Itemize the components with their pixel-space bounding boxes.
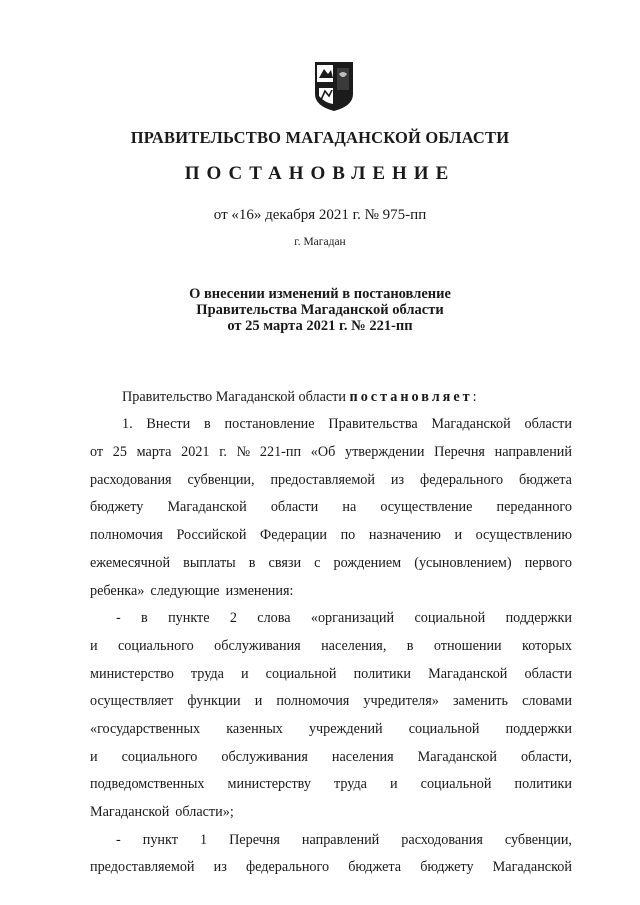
body-word: социальной [408,720,480,737]
intro-resolves-word: постановляет [349,388,473,405]
body-word: области, [520,748,572,765]
body-word: «Об [310,444,336,461]
body-word: бюджета [348,859,402,876]
body-word: Магаданской [431,416,511,433]
body-word: субвенции, [504,831,572,848]
body-text-line [90,406,572,434]
body-word: населения [331,748,394,765]
body-word: министерству [227,776,311,793]
body-word: с [314,554,321,571]
body-word: Магаданской [417,748,497,765]
body-word: Магаданской [428,665,508,682]
body-word: от [90,444,104,461]
body-word: из [213,859,227,876]
body-word: ежемесячной [90,554,171,571]
body-text-line [90,655,572,683]
body-word: Магаданской [492,859,572,876]
body-text-line [90,600,572,628]
body-word: обслуживания [214,637,301,654]
document-subject [150,286,490,334]
body-word: расходования [401,831,483,848]
body-text-line [90,849,572,877]
body-word: осуществление [380,499,473,516]
body-word: в [204,416,211,433]
body-text-line [90,461,572,489]
body-word: пункте [168,610,210,627]
body-word: слова [257,610,291,627]
body-word: области [524,665,572,682]
document-city: г. Магадан [294,236,346,248]
body-word: и [90,748,98,765]
body-word: постановление [224,416,315,433]
body-word: социальной [420,776,492,793]
body-word: полномочия [276,693,350,710]
body-word: Федерации [260,527,328,544]
body-word: предоставляемой [270,471,375,488]
subject-line-3: от 25 марта 2021 г. № 221-пп [227,318,413,334]
body-text-line [90,572,572,600]
body-word: словами [522,693,572,710]
subject-line-1: О внесении изменений в постановление [189,286,451,302]
body-word: первого [524,554,572,571]
body-word: учреждений [308,720,383,737]
body-word: на [342,499,357,516]
body-word: Магаданской [90,804,170,820]
body-word: 2021 [181,444,210,461]
body-word: назначению [368,527,441,544]
body-text-line [90,738,572,766]
body-word: в [406,637,414,654]
body-word: 1. [122,416,133,433]
body-word: социального [121,748,198,765]
body-word: «организаций [310,610,395,627]
intro-plain-text: Правительство Магаданской области [122,388,346,405]
body-word: направлений [301,831,380,848]
body-word: социальной [414,610,486,627]
body-word: в [248,554,256,571]
body-word: в [141,610,148,627]
body-word: Внести [146,416,191,433]
body-word: «государственных [90,720,201,737]
body-text-line [90,627,572,655]
body-word: социального [117,637,194,654]
body-word: Перечня [229,831,280,848]
body-word: населения, [321,637,387,654]
body-word: бюджета [519,471,572,488]
body-word: Перечня [434,444,485,461]
body-word: области [524,416,572,433]
body-text-line [90,489,572,517]
body-word: расходования [90,471,172,488]
body-word: следующие [150,582,220,599]
body-word: г. [219,444,227,461]
body-word: функции [187,693,241,710]
body-text-line [90,766,572,794]
body-text-line [90,433,572,461]
body-word: области»; [175,804,234,820]
body-word: федерального [245,859,330,876]
body-word: и [254,693,263,710]
body-word: и [454,527,463,544]
body-word: заменить [452,693,508,710]
body-word: утверждении [345,444,425,461]
body-word: 25 [112,444,127,461]
body-word: переданного [496,499,572,516]
body-text-line [90,516,572,544]
coat-of-arms-emblem [313,60,355,112]
document-body [90,378,572,876]
body-word: 221-пп [259,444,302,461]
body-word: политики [514,776,572,793]
body-word: и [90,637,98,654]
body-word: ребенка» [90,582,145,599]
body-word: изменения: [225,582,294,599]
body-word: поддержки [505,720,572,737]
body-word: (усыновлением) [414,554,512,571]
body-word: осуществлению [475,527,572,544]
body-word: министерство [90,665,174,682]
body-word: полномочия [90,527,163,544]
body-text-line [90,710,572,738]
body-word: бюджету [420,859,474,876]
body-word: труда [190,665,224,682]
body-word: области [270,499,319,516]
body-word: пункт [142,831,178,848]
body-text-line [90,793,572,821]
body-word: осуществляет [90,693,174,710]
body-text-line [90,683,572,711]
subject-line-2: Правительства Магаданской области [196,302,444,318]
body-word: марта [136,444,172,461]
body-word: бюджету [90,499,144,516]
body-word: выплаты [183,554,236,571]
body-word: обслуживания [221,748,308,765]
document-number-date: от «16» декабря 2021 г. № 975-пп [213,207,427,223]
body-word: подведомственных [90,776,205,793]
body-word: рождением [333,554,402,571]
body-word: учредителя» [363,693,439,710]
body-word: труда [333,776,367,793]
body-word: Российской [176,527,247,544]
body-word: социальной [265,665,337,682]
body-word: отношении [433,637,502,654]
body-word: по [340,527,356,544]
body-text-line [90,821,572,849]
intro-colon: : [472,388,477,405]
intro-line [90,378,572,406]
body-word: и [241,665,249,682]
body-lines [90,406,572,877]
body-word: Правительства [328,416,418,433]
body-text-line [90,544,572,572]
body-word: - [116,610,121,627]
government-name: ПРАВИТЕЛЬСТВО МАГАДАНСКОЙ ОБЛАСТИ [130,128,510,147]
body-word: № [236,444,251,461]
body-word: поддержки [505,610,572,627]
document-type: ПОСТАНОВЛЕНИЕ [184,163,456,184]
body-word: - [116,831,121,848]
body-word: направлений [494,444,572,461]
body-word: 1 [199,831,208,848]
body-word: 2 [229,610,237,627]
body-word: которых [522,637,572,654]
body-word: предоставляемой [90,859,195,876]
body-word: казенных [226,720,283,737]
body-word: субвенции, [187,471,255,488]
body-word: из [390,471,405,488]
body-word: и [390,776,398,793]
body-word: Магаданской [167,499,247,516]
body-word: федерального [420,471,504,488]
body-word: связи [268,554,302,571]
body-word: политики [353,665,412,682]
